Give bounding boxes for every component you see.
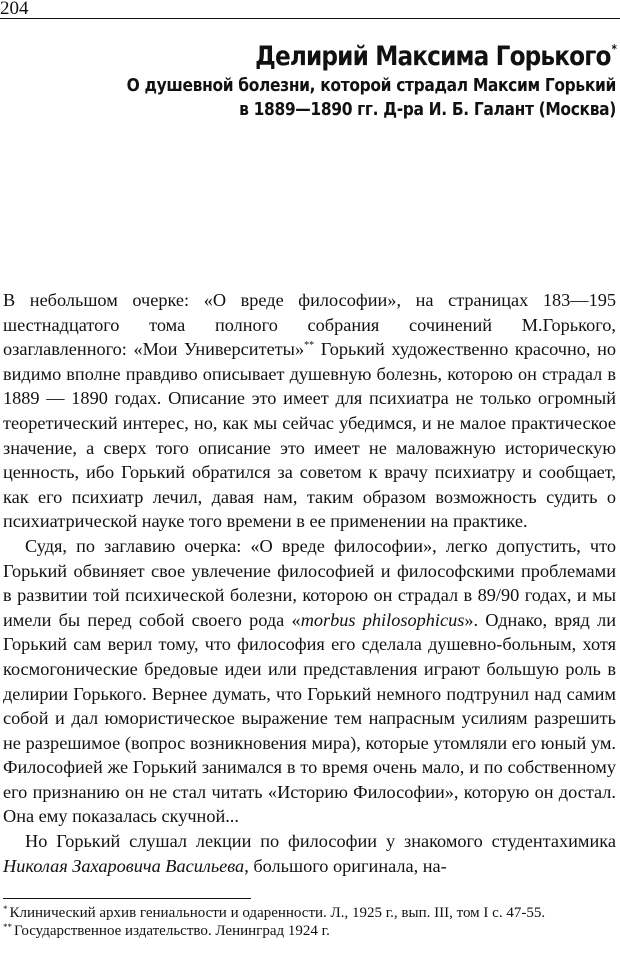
- footnote-1-text: Клинический архив гениальности и одаренности. Л., 1925 г., вып. III, том I с. 47-55.: [9, 905, 546, 921]
- paragraph-2-text-a: Судя, по заглавию очерка: «О вреде философии», легко допустить, что Горький обвиняет свое увлечение философией и философскими проблемами в развитии той психической болезни, которою он страдал в 89/90 годах, и мы имели бы перед собой своего рода «: [3, 535, 616, 630]
- paragraph-3-text-b: , большого оригинала, на-: [244, 855, 447, 876]
- paragraph-3: [3, 829, 616, 878]
- article-title: [100, 32, 616, 74]
- footnote-1: [3, 904, 615, 922]
- paragraph-1-footnote-mark: **: [304, 340, 315, 352]
- article-title-text: Делирий Максима Горького: [255, 41, 611, 72]
- paragraph-1-text-a: В небольшом очерке: «О вреде философии», на страницах 183—195 шестнадцатого тома полного собрания сочинений М.Горького, озаглавленного: «Мои Университеты»: [3, 290, 616, 360]
- paragraph-1: [3, 288, 616, 534]
- page-number: 204: [0, 0, 29, 19]
- paragraph-3-text-a: Но Горький слушал лекции по философии у знакомого студентахимика: [25, 831, 616, 852]
- footnote-rule: [3, 898, 251, 899]
- footnote-2: [3, 922, 615, 940]
- paragraph-2: [3, 534, 616, 829]
- paragraph-1-text-b: Горький художественно красочно, но видимо вполне правдиво описывает душевную болезнь, которою он страдал в 1889 — 1890 годах. Описание это имеет для психиатра не только огромный теоретический интерес, но, как мы сейчас убедимся, и не малое практическое значение, а сверх того описание это имеет не маловажную историческую ценность, ибо Горький обратился за советом к врачу психиатру и сообщает, как его психиатр лечил, давая нам, таким образом возможность судить о психиатрической науке того времени в ее применении на практике.: [3, 339, 617, 532]
- article-body: [3, 288, 616, 878]
- paragraph-3-italic: Николая Захаровича Васильева: [3, 855, 245, 876]
- title-footnote-mark: *: [611, 42, 616, 56]
- article-subtitle-line-2: в 1889—1890 гг. Д-ра И. Б. Галант (Москва): [239, 99, 617, 120]
- header-rule: [0, 18, 620, 19]
- article-subtitle-line-1: О душевной болезни, которой страдал Максим Горький: [126, 75, 616, 96]
- footnote-2-mark: **: [3, 922, 12, 932]
- paragraph-2-italic: morbus philosophicus: [300, 609, 465, 630]
- article-heading: [16, 32, 616, 122]
- footnote-2-text: Государственное издательство. Ленинград 1924 г.: [14, 923, 330, 939]
- paragraph-2-text-b: ». Однако, вряд ли Горький сам верил тому, что философия его сделала душевно-больным, хотя космогонические бредовые идеи или представления играют большую роль в делирии Горького. Вернее думать, что Горький немного подтрунил над самим собой и дал юмористическое выражение тем напрасным усилиям разрешить не разрешимое (вопрос возникновения мира), которые утомляли его юный ум. Философией же Горький занимался в то время очень мало, и по собственному его признанию он не стал читать «Историю Философии», которую он достал. Она ему показалась скучной...: [3, 609, 616, 827]
- footnote-1-mark: *: [3, 904, 8, 914]
- footnotes: [3, 904, 615, 940]
